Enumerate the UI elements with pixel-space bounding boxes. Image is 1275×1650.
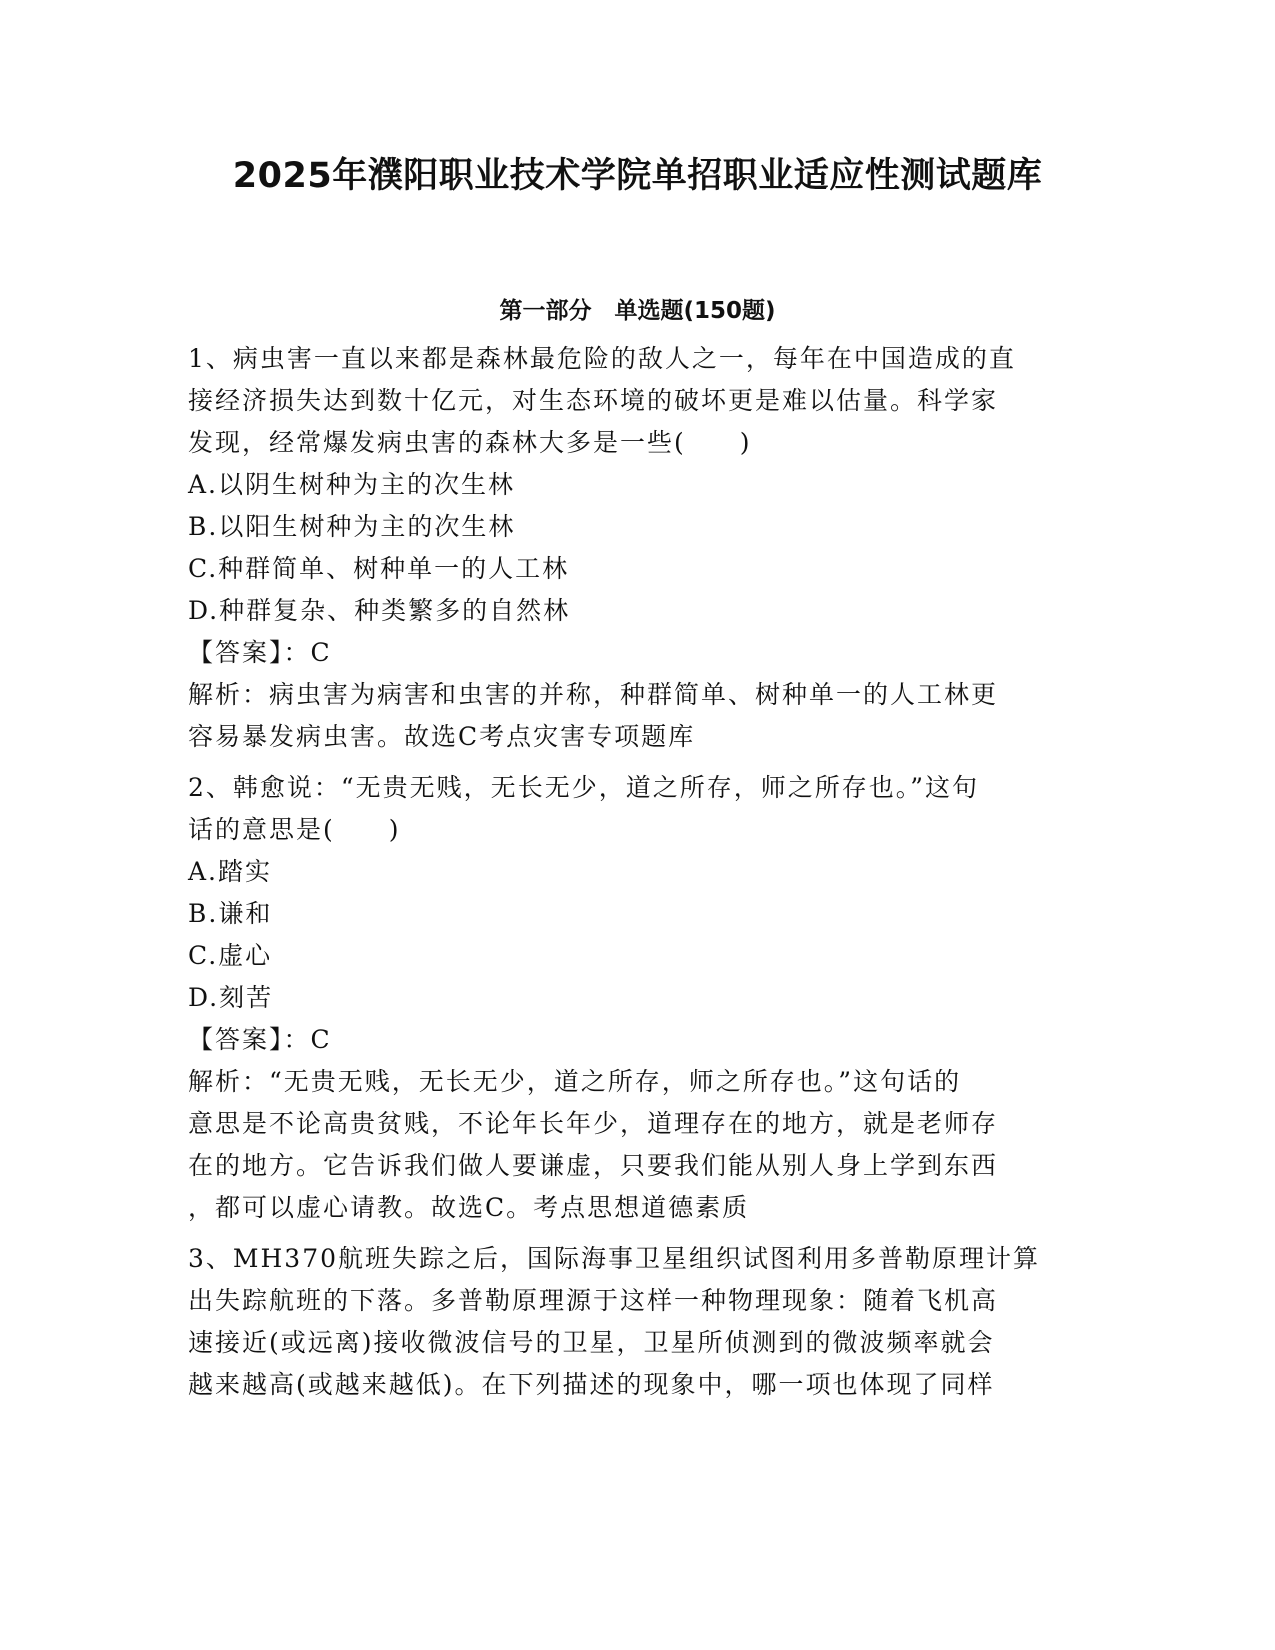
question-1 xyxy=(188,338,1078,758)
option-b: B.谦和 xyxy=(188,899,273,928)
question-stem-line: 越来越高(或越来越低)。在下列描述的现象中，哪一项也体现了同样 xyxy=(188,1370,995,1399)
option-b: B.以阳生树种为主的次生林 xyxy=(188,512,516,541)
analysis-line: 解析：“无贵无贱，无长无少，道之所存，师之所存也。”这句话的 xyxy=(188,1067,962,1096)
section-title: 第一部分 单选题(150题) xyxy=(499,298,776,324)
question-stem-line: 速接近(或远离)接收微波信号的卫星，卫星所侦测到的微波频率就会 xyxy=(188,1328,995,1357)
question-stem-line: 接经济损失达到数十亿元，对生态环境的破坏更是难以估量。科学家 xyxy=(188,386,999,415)
option-d: D.刻苦 xyxy=(188,983,274,1012)
question-3 xyxy=(188,1238,1078,1406)
question-stem-line: 话的意思是( ) xyxy=(188,815,401,844)
analysis-line: 容易暴发病虫害。故选C考点灾害专项题库 xyxy=(188,722,696,751)
document-title: 2025年濮阳职业技术学院单招职业适应性测试题库 xyxy=(232,156,1043,196)
analysis-line: 在的地方。它告诉我们做人要谦虚，只要我们能从别人身上学到东西 xyxy=(188,1151,999,1180)
answer-line: 【答案】：C xyxy=(188,638,332,667)
question-stem-line: 1、病虫害一直以来都是森林最危险的敌人之一，每年在中国造成的直 xyxy=(188,344,1016,373)
question-stem-line: 发现，经常爆发病虫害的森林大多是一些( ) xyxy=(188,428,752,457)
option-a: A.以阴生树种为主的次生林 xyxy=(188,470,516,499)
option-d: D.种群复杂、种类繁多的自然林 xyxy=(188,596,571,625)
analysis-line: ，都可以虚心请教。故选C。考点思想道德素质 xyxy=(188,1193,750,1222)
analysis-line: 解析：病虫害为病害和虫害的并称，种群简单、树种单一的人工林更 xyxy=(188,680,999,709)
option-c: C.虚心 xyxy=(188,941,273,970)
question-stem-line: 2、韩愈说：“无贵无贱，无长无少，道之所存，师之所存也。”这句 xyxy=(188,773,979,802)
question-2 xyxy=(188,767,1078,1229)
answer-line: 【答案】：C xyxy=(188,1025,332,1054)
analysis-line: 意思是不论高贵贫贱，不论年长年少，道理存在的地方，就是老师存 xyxy=(188,1109,999,1138)
option-c: C.种群简单、树种单一的人工林 xyxy=(188,554,570,583)
question-stem-line: 出失踪航班的下落。多普勒原理源于这样一种物理现象：随着飞机高 xyxy=(188,1286,999,1315)
option-a: A.踏实 xyxy=(188,857,273,886)
question-stem-line: 3、MH370航班失踪之后，国际海事卫星组织试图利用多普勒原理计算 xyxy=(188,1244,1041,1273)
